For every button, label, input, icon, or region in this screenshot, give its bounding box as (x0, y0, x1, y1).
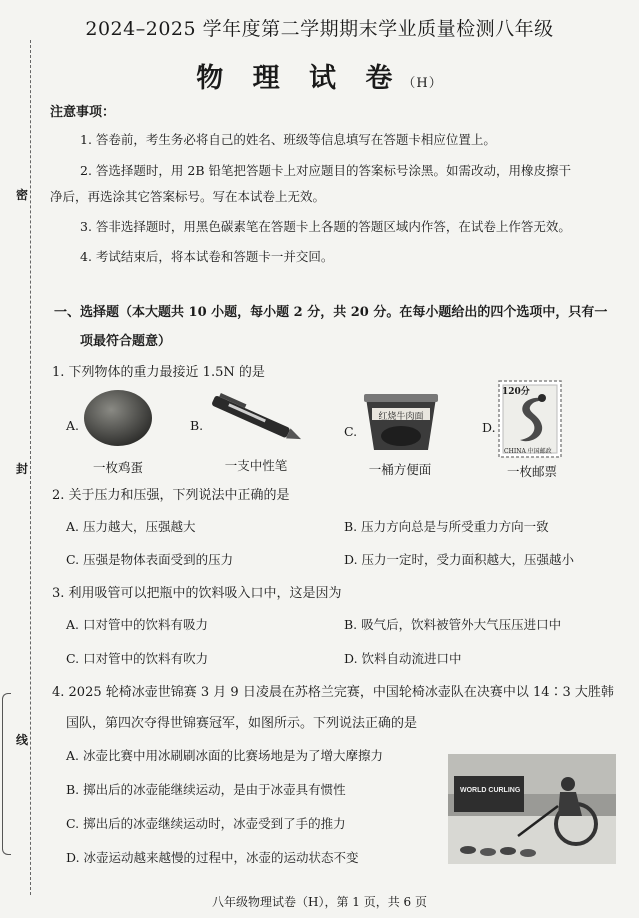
q2-option-b: B. 压力方向总是与所受重力方向一致 (344, 519, 549, 534)
note-4: 4. 考试结束后，将本试卷和答题卡一并交回。 (80, 249, 334, 264)
q4-stem-line1: 4. 2025 轮椅冰壶世锦赛 3 月 9 日凌晨在苏格兰完赛，中国轮椅冰壶队在决赛中以 14∶3 大胜韩 (52, 685, 614, 700)
q1-option-c-letter: C. (344, 424, 358, 439)
noodle-label: 红烧牛肉面 (378, 412, 424, 422)
note-2-cont: 净后，再选涂其它答案标号。写在本试卷上无效。 (50, 189, 326, 204)
note-1: 1. 答卷前，考生务必将自己的姓名、班级等信息填写在答题卡相应位置上。 (80, 132, 496, 147)
q1-option-b-caption: 一支中性笔 (224, 458, 288, 473)
stamp-country: CHINA 中国邮政 (504, 448, 552, 455)
egg-image (80, 386, 156, 450)
q1-option-c-caption: 一桶方便面 (368, 462, 432, 477)
q2-option-d: D. 压力一定时，受力面积越大，压强越小 (344, 552, 575, 567)
margin-label-mi: 密 (16, 184, 28, 205)
q2-stem: 2. 关于压力和压强，下列说法中正确的是 (52, 488, 290, 503)
q1-option-a-letter: A. (66, 418, 80, 433)
q2-option-c: C. 压强是物体表面受到的压力 (66, 552, 234, 567)
notes-heading: 注意事项： (50, 105, 116, 120)
q1-option-b-letter: B. (190, 418, 204, 433)
q1-option-d-caption: 一枚邮票 (506, 464, 557, 479)
q4-option-a: A. 冰壶比赛中用冰刷刷冰面的比赛场地是为了增大摩擦力 (66, 748, 383, 763)
section-heading-line1: 一、选择题（本大题共 10 小题，每小题 2 分，共 20 分。在每小题给出的四个选项中，只有一 (54, 305, 608, 320)
q2-option-a: A. 压力越大，压强越大 (66, 519, 196, 534)
q3-stem: 3. 利用吸管可以把瓶中的饮料吸入口中，这是因为 (52, 586, 342, 601)
section-heading (54, 298, 624, 356)
section-heading-line2: 项最符合题意） (80, 334, 172, 349)
curling-photo (448, 754, 616, 864)
curling-banner: WORLD CURLING (460, 787, 521, 794)
margin-label-xian: 线 (16, 729, 28, 750)
note-3: 3. 答非选择题时，用黑色碳素笔在答题卡上各题的答题区域内作答，在试卷上作答无效。 (80, 219, 571, 234)
margin-label-feng: 封 (16, 458, 28, 479)
stamp-value: 120分 (502, 387, 530, 397)
margin-bracket (2, 693, 11, 855)
page-footer: 八年级物理试卷（H），第 1 页，共 6 页 (212, 895, 427, 909)
q4-stem-line2: 国队，第四次夺得世锦赛冠军，如图所示。下列说法正确的是 (66, 716, 418, 731)
q4-option-c: C. 掷出后的冰壶继续运动时，冰壶受到了手的推力 (66, 816, 346, 831)
subject-title (0, 56, 639, 95)
binding-line (30, 40, 31, 895)
q1-option-a-caption: 一枚鸡蛋 (92, 460, 143, 475)
version-tag: （H） (402, 76, 443, 91)
q1-stem: 1. 下列物体的重力最接近 1.5N 的是 (52, 365, 265, 380)
exam-title: 2024–2025 学年度第二学期期末学业质量检测八年级 (85, 18, 554, 40)
q3-option-d: D. 饮料自动流进口中 (344, 651, 462, 666)
subject-name: 物 理 试 卷 (196, 63, 403, 94)
q3-option-a: A. 口对管中的饮料有吸力 (66, 617, 208, 632)
q3-option-c: C. 口对管中的饮料有吹力 (66, 651, 209, 666)
q1-option-d-letter: D. (482, 420, 496, 435)
q4-option-d: D. 冰壶运动越来越慢的过程中，冰壶的运动状态不变 (66, 850, 359, 865)
q4-option-b: B. 掷出后的冰壶能继续运动，是由于冰壶具有惯性 (66, 782, 346, 797)
note-2: 2. 答选择题时，用 2B 铅笔把答题卡上对应题目的答案标号涂黑。如需改动，用橡皮擦干 (80, 163, 571, 178)
q3-option-b: B. 吸气后，饮料被管外大气压压进口中 (344, 617, 562, 632)
pen-image (205, 392, 310, 448)
